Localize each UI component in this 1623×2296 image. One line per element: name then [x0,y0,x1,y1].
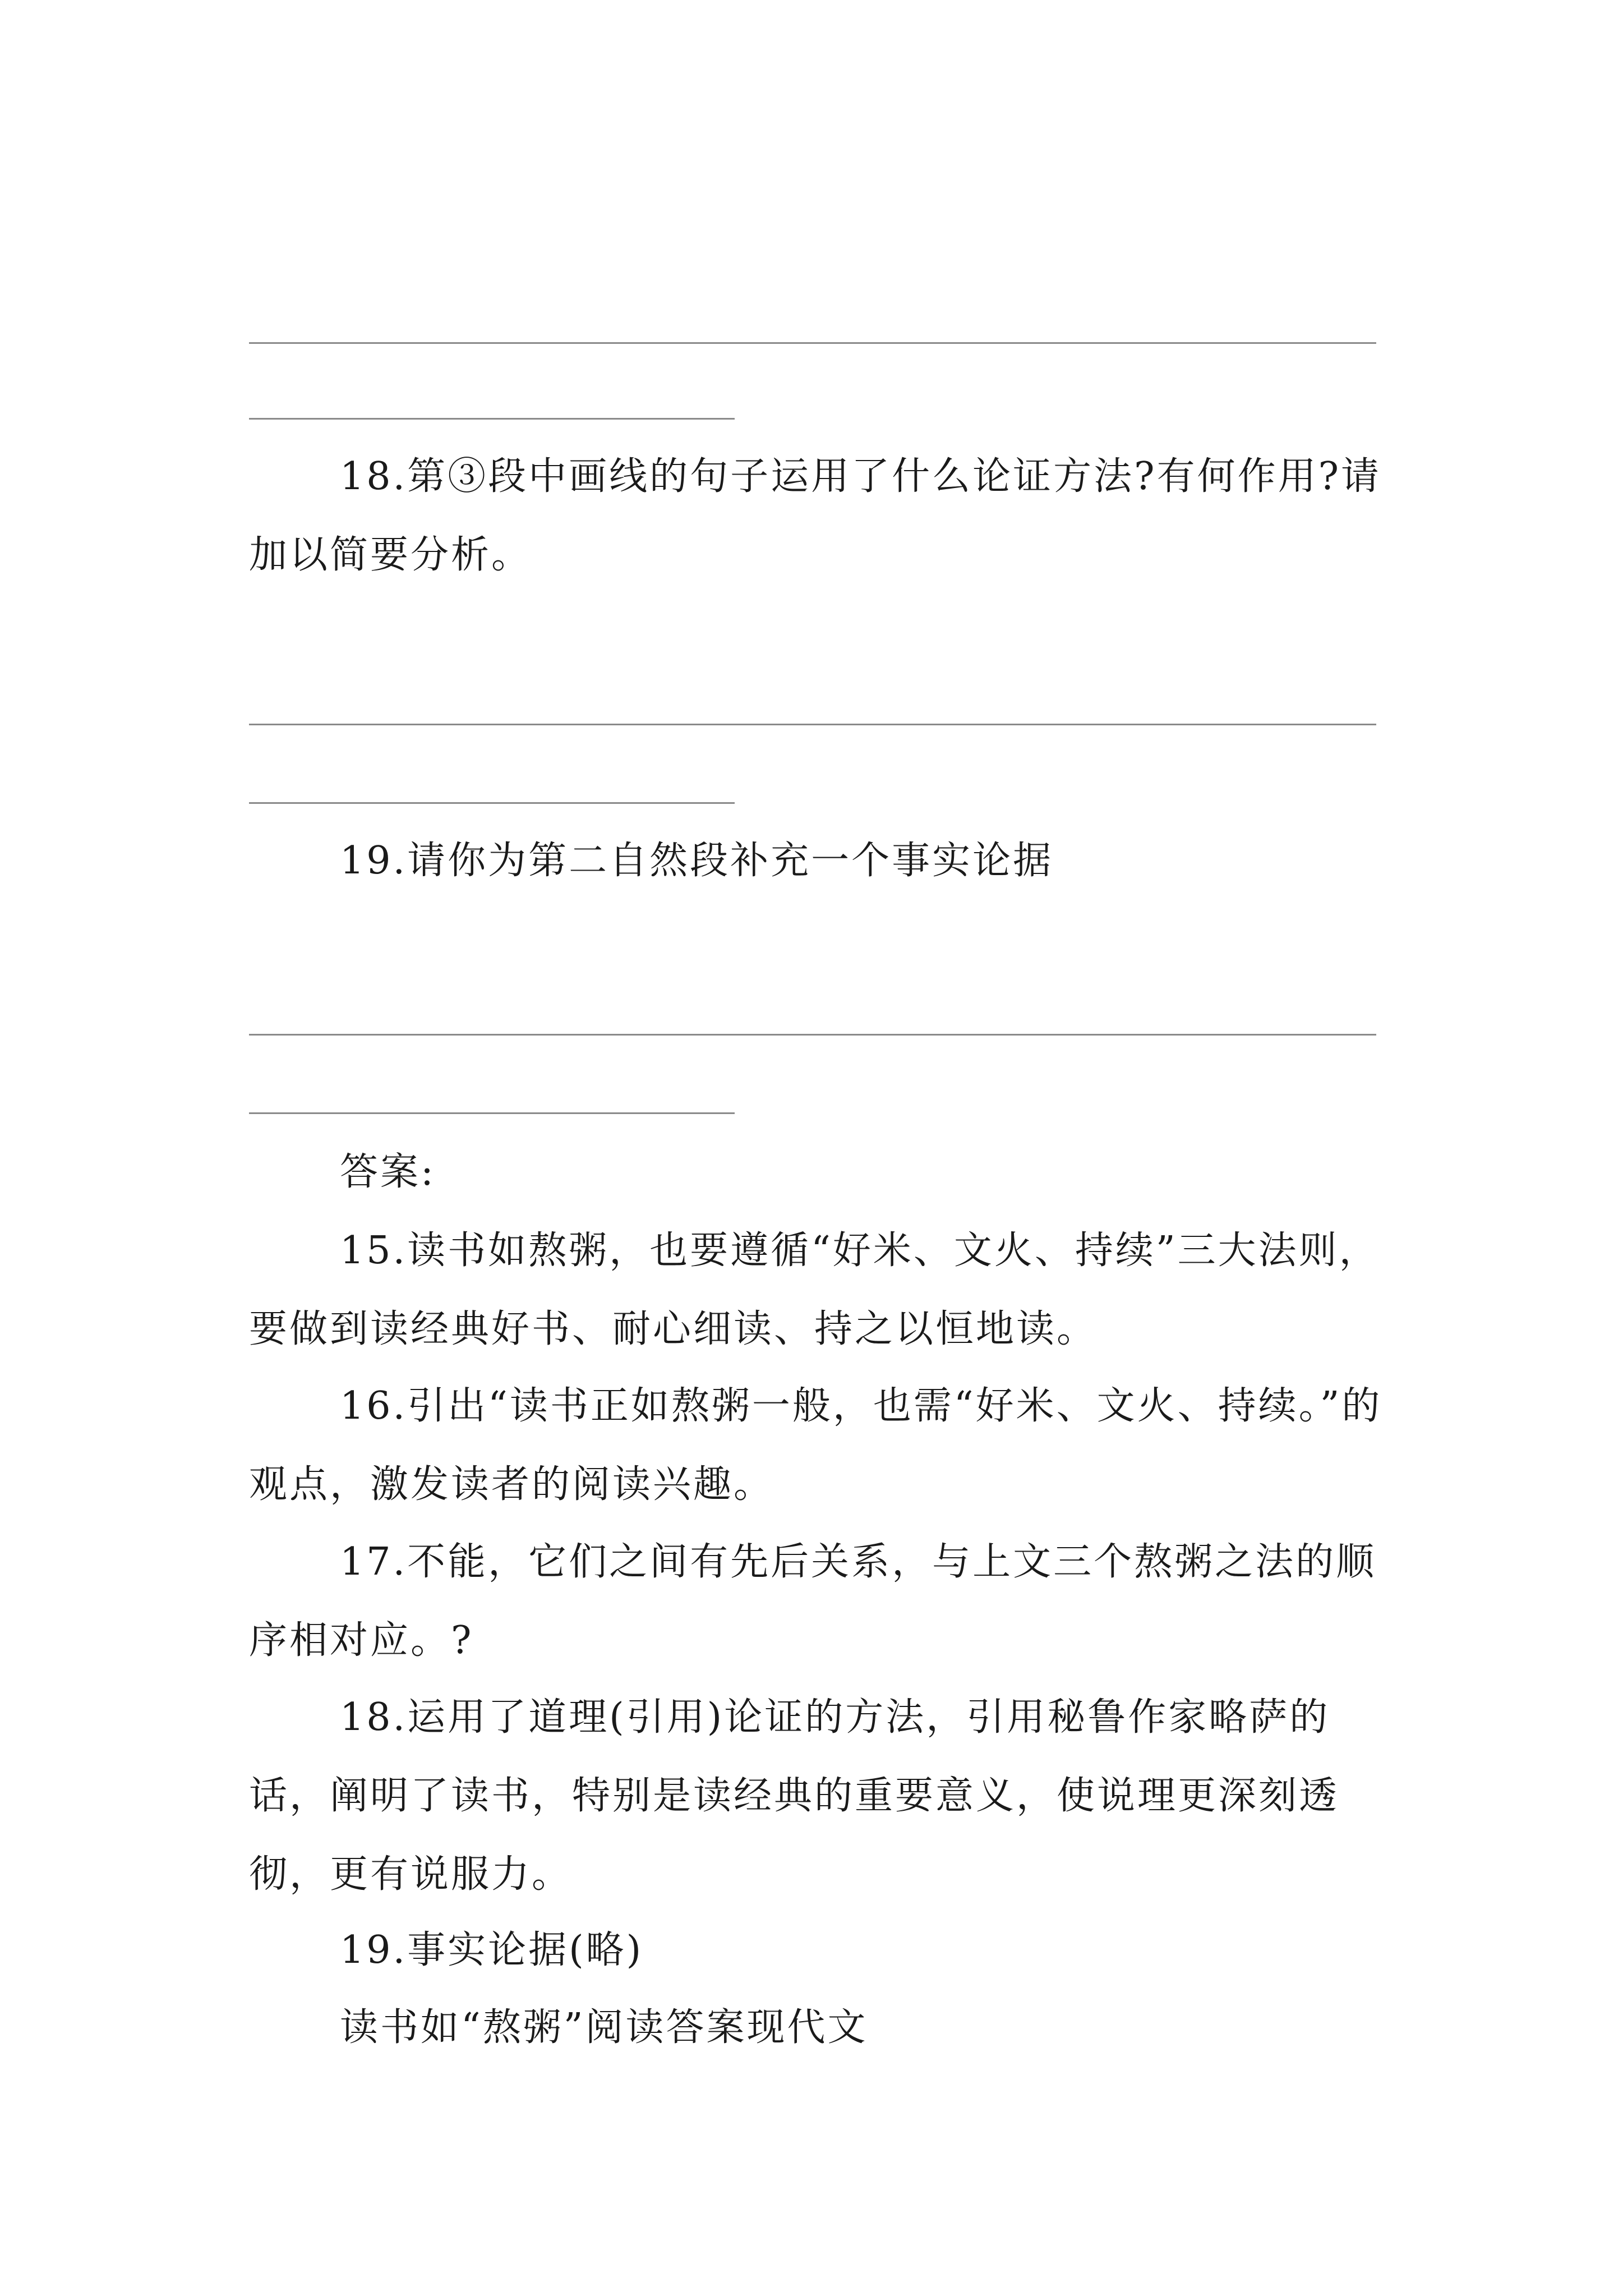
footer-title: 读书如“熬粥”阅读答案现代文 [340,2005,868,2050]
answer-line [249,802,735,804]
answer-line [249,418,735,420]
answer-line [249,342,1376,344]
answer-16: 16.引出“读书正如熬粥一般，也需“好米、文火、持续。”的观点，激发读者的阅读兴趣。 [249,1384,1382,1507]
question-18: 18.第③段中画线的句子运用了什么论证方法?有何作用?请加以简要分析。 [249,454,1382,577]
answer-line [249,1034,1376,1036]
answer-18: 18.运用了道理(引用)论证的方法，引用秘鲁作家略萨的话，阐明了读书，特别是读经典的重要意义，使说理更深刻透彻，更有说服力。 [249,1695,1340,1897]
answer-15: 15.读书如熬粥，也要遵循“好米、文火、持续”三大法则，要做到读经典好书、耐心细读、持之以恒地读。 [249,1228,1380,1351]
question-19: 19.请你为第二自然段补充一个事实论据 [340,839,1054,883]
answers-heading: 答案: [340,1150,436,1194]
answer-line [249,1112,735,1114]
answer-19: 19.事实论据(略) [340,1928,644,1972]
answer-17: 17.不能，它们之间有先后关系，与上文三个熬粥之法的顺序相对应。? [249,1540,1377,1663]
answer-line [249,724,1376,725]
